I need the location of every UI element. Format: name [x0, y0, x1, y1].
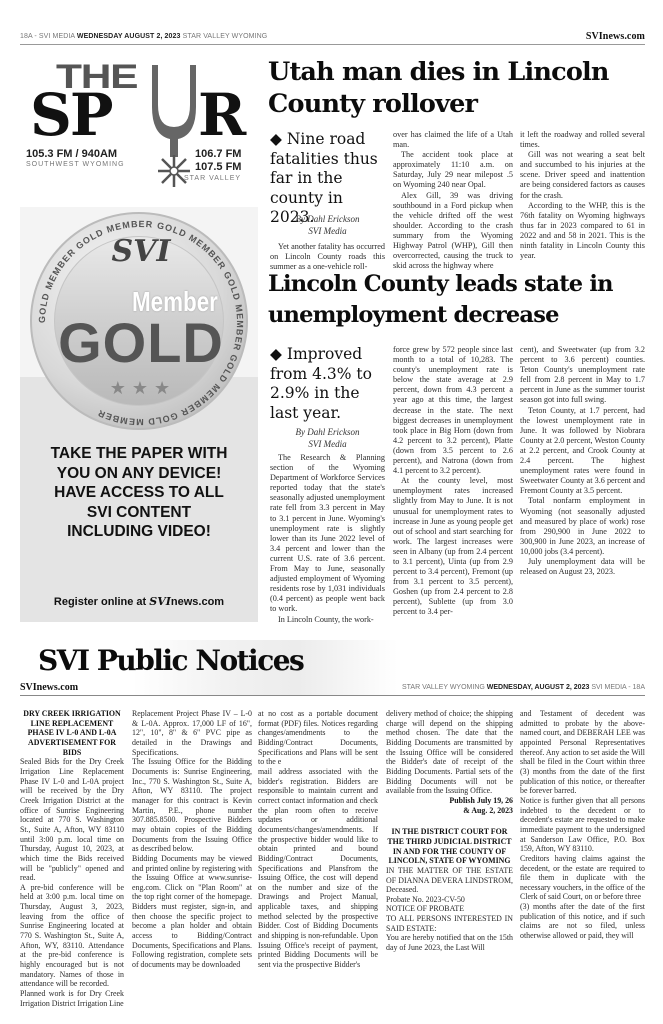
notice-column-1 [20, 709, 124, 1008]
gold-member-ad[interactable] [20, 207, 258, 622]
frequency-left: 105.3 FM / 940AM [26, 148, 118, 160]
paragraph: Yet another fatality has occurred on Lincoln County roads this summer as a one-vehicle roll- [270, 242, 385, 272]
paragraph: NOTICE OF PROBATE [386, 904, 465, 914]
article-2-byline [270, 426, 385, 450]
article-1-headline: Utah man dies in Lincoln County rollover [268, 57, 609, 119]
paragraph: Alex Gill, 39 was driving southbound in a Ford pickup when the vehicle drifted off the west shoulder. According to the crash summary from the Wyoming Highway Patrol (WHP), Gill then overcorrected, causing the truck to skid across the highway where [393, 190, 513, 271]
paragraph: Replacement Project Phase IV – L-0 & L-0A. Approx. 17,000 LF of 16", 12", 10", 8" & 6" PVC pipe as detailed in the Drawings and Specifications. [132, 709, 252, 757]
paragraph: Sealed Bids for the Dry Creek Irrigation Line Replacement Phase IV L-0 and L-0A project will be received by the Dry Creek Irrigation District at the office of Sunrise Engineering located at 770 S. Washington St., Suite A, Afton, WY 83110 until 3:00 p.m. local time on Thursday, August 10, 2023, at which time the Bids received will be "publicly" opened and read. [20, 757, 124, 883]
star-icons: ★★★ [109, 378, 177, 399]
region-left: SOUTHWEST WYOMING [26, 161, 125, 168]
byline-name: By Dahl Erickson [295, 214, 360, 224]
paragraph: Bidding Documents may be viewed and printed online by registering with the Issuing Office at www.sunrise-eng.com. Click on "Plan Room" at the top right corner of the homepage. Bidders must register, sign-in, and then choose the specific project to become a plan holder and obtain access to Bidding/Contract Documents, Specifications and Plans. Following registration, complete sets of documents may be downloaded [132, 853, 252, 970]
article-1-column-1 [270, 242, 385, 272]
logo-the: THE [56, 58, 138, 96]
paragraph: (3) months after the date of the first publication of this notice, and if such claims are not so filed, unless otherwise allowed or paid, they will [520, 902, 645, 941]
paragraph: The Research & Planning section of the Wyoming Department of Workforce Services reported today that the state's seasonally adjusted unemployment rate fell from 3.3 percent in May to 3.1 percent in June. Wyoming's unemployment rate is slightly lower than its June 2022 level of 3.4 percent and lower than the current U.S. rate of 3.6 percent. From May to June, seasonally adjusted employment of Wyoming residents rose by 1,031 individuals (0.4 percent) as people went back to work. [270, 453, 385, 614]
notice-title: IN THE DISTRICT COURT FOR THE THIRD JUDICIAL DISTRICT IN AND FOR THE COUNTY OF LINCOLN, STATE OF WYOMING [387, 827, 512, 866]
notice-column-5 [520, 709, 645, 941]
paragraph: At the county level, most unemployment rates increased slightly from May to June. It is not unusual for unemployment rates to increase in June as young people get out of school and start searching for work. The largest increases were seen in Albany (up from 2.4 percent to 3.1 percent), Uinta (up from 2.9 percent to 3.4 percent), Fremont (up from 3.1 percent to 3.5 percent), Goshen (up from 2.4 percent to 2.8 percent), Sublette (up from 3.0 percent to 3.4 per- [393, 476, 513, 617]
promo-line: HAVE ACCESS TO ALL [54, 484, 224, 501]
byline-org: SVI Media [308, 226, 347, 236]
gold-label: GOLD [58, 311, 224, 374]
region-right: STAR VALLEY [184, 175, 242, 182]
article-2-column-1 [270, 453, 385, 625]
svi-brand-logo: SVI [149, 595, 171, 608]
member-label: Member [132, 286, 218, 317]
folio-info: STAR VALLEY WYOMING WEDNESDAY, AUGUST 2, 2023 SVI MEDIA - 18A [401, 684, 645, 691]
paragraph: The Issuing Office for the Bidding Documents is: Sunrise Engineering, Inc., 770 S. Washington St., Suite A, Afton, WY 83110. The project manager for this contract is Kevin Martin, P.E., phone number 307.885.8500. Prospective Bidders may obtain copies of the Bidding Documents from the Issuing Office as described below. [132, 757, 252, 854]
publish-dates: Publish July 19, 26 [449, 795, 513, 805]
spur-radio-ad[interactable] [20, 55, 260, 190]
page-folio-bottom [20, 684, 645, 696]
article-1-column-3 [520, 130, 645, 261]
paragraph: In Lincoln County, the work- [278, 614, 374, 624]
paragraph: Probate No. 2023-CV-50 [386, 894, 465, 904]
paragraph: According to the WHP, this is the 76th fatality on Wyoming highways thus far in 2023 compared to 61 in 2022 and and 58 in 2021. This is the ninth fatality in Lincoln County this year. [520, 200, 645, 261]
publish-dates: & Aug. 2, 2023 [463, 805, 513, 815]
svg-text:GOLD MEMBER GOLD MEMBER GO: GOLD MEMBER GOLD MEMBER GOLD MEMBER GOLD MEMBER GOLD MEMBER GOLD MEMBER [36, 218, 246, 428]
register-prefix: Register online at [53, 596, 150, 608]
folio-info: 18A - SVI MEDIA WEDNESDAY AUGUST 2, 2023 STAR VALLEY WYOMING [20, 33, 268, 40]
paragraph: delivery method of choice; the shipping charge will depend on the shipping method chosen. The date that the Bidding Documents are transmitted by the Issuing Office will be considered the Bidder's date of receipt of the Bidding Documents. Partial sets of the Bidding Documents will not be available from the Issuing Office. [386, 709, 513, 796]
paragraph: Creditors having claims against the decedent, or the estate are required to file them in duplicate with the necessary vouchers, in the office of the Clerk of said Court, on or before three [520, 853, 645, 902]
public-notices-title: SVI Public Notices [38, 644, 304, 677]
paragraph: TO ALL PERSONS INTERESTED IN SAID ESTATE: [386, 914, 513, 933]
notice-column-3 [258, 709, 378, 970]
paragraph: You are hereby notified that on the 15th day of June 2023, the Last Will [386, 933, 513, 953]
site-link[interactable]: SVInews.com [585, 31, 645, 42]
paragraph: The accident took place at approximately 11:10 a.m. on Saturday, July 29 near milepost .5 on Wyoming 240 near Opal. [393, 150, 513, 190]
paragraph: Notice is further given that all persons indebted to the decedent or to decedent's estate are requested to make immediate payment to the undersigned at Sanderson Law Office, P.O. Box 159, Afton, WY 83110. [520, 795, 645, 854]
paragraph: mail address associated with the bidder's registration. Bidders are responsible to maintain current and correct contact information and check the plan room often to receive updates or additional documents/changes/amendments. If the prospective bidder would like to obtain printed and bound Bidding/Contract Documents, Specifications and Plansfrom the Issuing Office, the cost will depend on the number and size of the Drawings and Project Manual, applicable taxes, and shipping method selected by the prospective Bidder. Cost of Bidding Documents and shipping is non-refundable. Upon Issuing Office's receipt of payment, printed Bidding Documents will be sent via the prospective Bidder's [258, 766, 378, 970]
logo-sp: SP [30, 81, 112, 149]
notice-column-2 [132, 709, 252, 970]
article-1-deck: ◆ Nine road fatalities thus far in the county in 2023. [270, 130, 378, 226]
paragraph: Gill was not wearing a seat belt and succumbed to his injuries at the scene. Driver speed and inattention are being considered factors as causes for the crash. [520, 150, 645, 200]
promo-text [20, 444, 258, 542]
site-link[interactable]: SVInews.com [20, 682, 79, 693]
article-2-headline: Lincoln County leads state in unemployment decrease [268, 271, 613, 328]
article-2-column-2 [393, 345, 513, 618]
paragraph: Planned work is for Dry Creek Irrigation District Irrigation Line [20, 989, 124, 1008]
article-2-deck: ◆ Improved from 4.3% to 2.9% in the last year. [270, 345, 372, 422]
spur-icon [148, 65, 200, 190]
paragraph: force grew by 572 people since last month to a total of 10,283. The county's unemployment rate is below the state average at 2.9 percent, down from 4.3 percent a year ago at this time, the largest decrease in the state. The next biggest decreases in unemployment took place in Big Horn (down from 4.2 percent to 3.2 percent), Platte (down from 3.5 percent to 2.6 percent), and Natrona (down from 4.1 percent to 3.2 percent). [393, 345, 513, 476]
promo-line: SVI CONTENT [86, 503, 192, 521]
byline-org: SVI Media [308, 439, 347, 449]
promo-line: INCLUDING VIDEO! [67, 523, 211, 540]
paragraph: Teton County, at 1.7 percent, had the lowest unemployment rate in June. It was followed by Niobrara County at 2.0 percent, Weston County at 2.2 percent, and Crook County at 2.4 percent. The highest unemployment rates were found in Sweetwater County at 3.6 percent and Fremont County at 3.5 percent. [520, 405, 645, 496]
gold-medal-badge [30, 212, 248, 430]
notice-column-4 [386, 709, 513, 953]
register-link[interactable] [20, 595, 258, 608]
article-1-column-2 [393, 130, 513, 271]
paragraph: July unemployment data will be released on August 23, 2023. [520, 556, 645, 577]
page-folio-top [20, 33, 645, 45]
promo-line: YOU ON ANY DEVICE! [56, 464, 222, 482]
article-2-column-3 [520, 345, 645, 577]
byline-name: By Dahl Erickson [295, 427, 360, 437]
logo-r: R [198, 81, 247, 149]
notice-title: DRY CREEK IRRIGATION LINE REPLACEMENT PHASE IV L-0 AND L-0A ADVERTISEMENT FOR BIDS [23, 709, 121, 757]
frequency-right-2: 107.5 FM [195, 161, 242, 173]
paragraph: and Testament of decedent was admitted to probate by the above-named court, and DEBERAH LEE was appointed Personal Representatives thereof. Any action to set aside the Will shall be filed in the Court within three (3) months from the date of the first publication of this notice, or thereafter be forever barred. [520, 709, 645, 796]
svi-logo: SVI [111, 234, 171, 269]
promo-line: TAKE THE PAPER WITH [50, 445, 228, 462]
paragraph: over has claimed the life of a Utah man. [393, 130, 513, 150]
paragraph: Total nonfarm employment in Wyoming (not seasonally adjusted and measured by place of work) rose from 290,900 in June 2022 to 300,900 in June 2023, an increase of 10,000 jobs (3.4 percent). [520, 496, 645, 556]
register-suffix: news.com [170, 596, 225, 608]
paragraph: it left the roadway and rolled several times. [520, 130, 645, 150]
paragraph: at no cost as a portable document format (PDF) files. Notices regarding changes/amendments to the Bidding/Contract Documents, Specifications and Plans will be sent to the e [258, 709, 378, 767]
article-1-byline [270, 213, 385, 237]
paragraph: IN THE MATTER OF THE ESTATE OF DIANNA DEVERA LINDSTROM, Deceased. [386, 865, 513, 895]
paragraph: cent), and Sweetwater (up from 3.2 percent to 3.6 percent) counties. Teton County's unemployment rate fell from 2.8 percent in May to 1.7 percent in June as the summer tourist season got into full swing. [520, 345, 645, 405]
paragraph: A pre-bid conference will be held at 3:00 p.m. local time on Thursday, August 3, 2023, leaving from the office of Sunrise Engineering located at 770 S. Washington St., Suite A, Afton, WY, 83110. Attendance at the pre-bid conference is highly encouraged but is not mandatory. Names of those in attendance will be recorded. [20, 882, 124, 989]
frequency-right-1: 106.7 FM [195, 148, 242, 160]
